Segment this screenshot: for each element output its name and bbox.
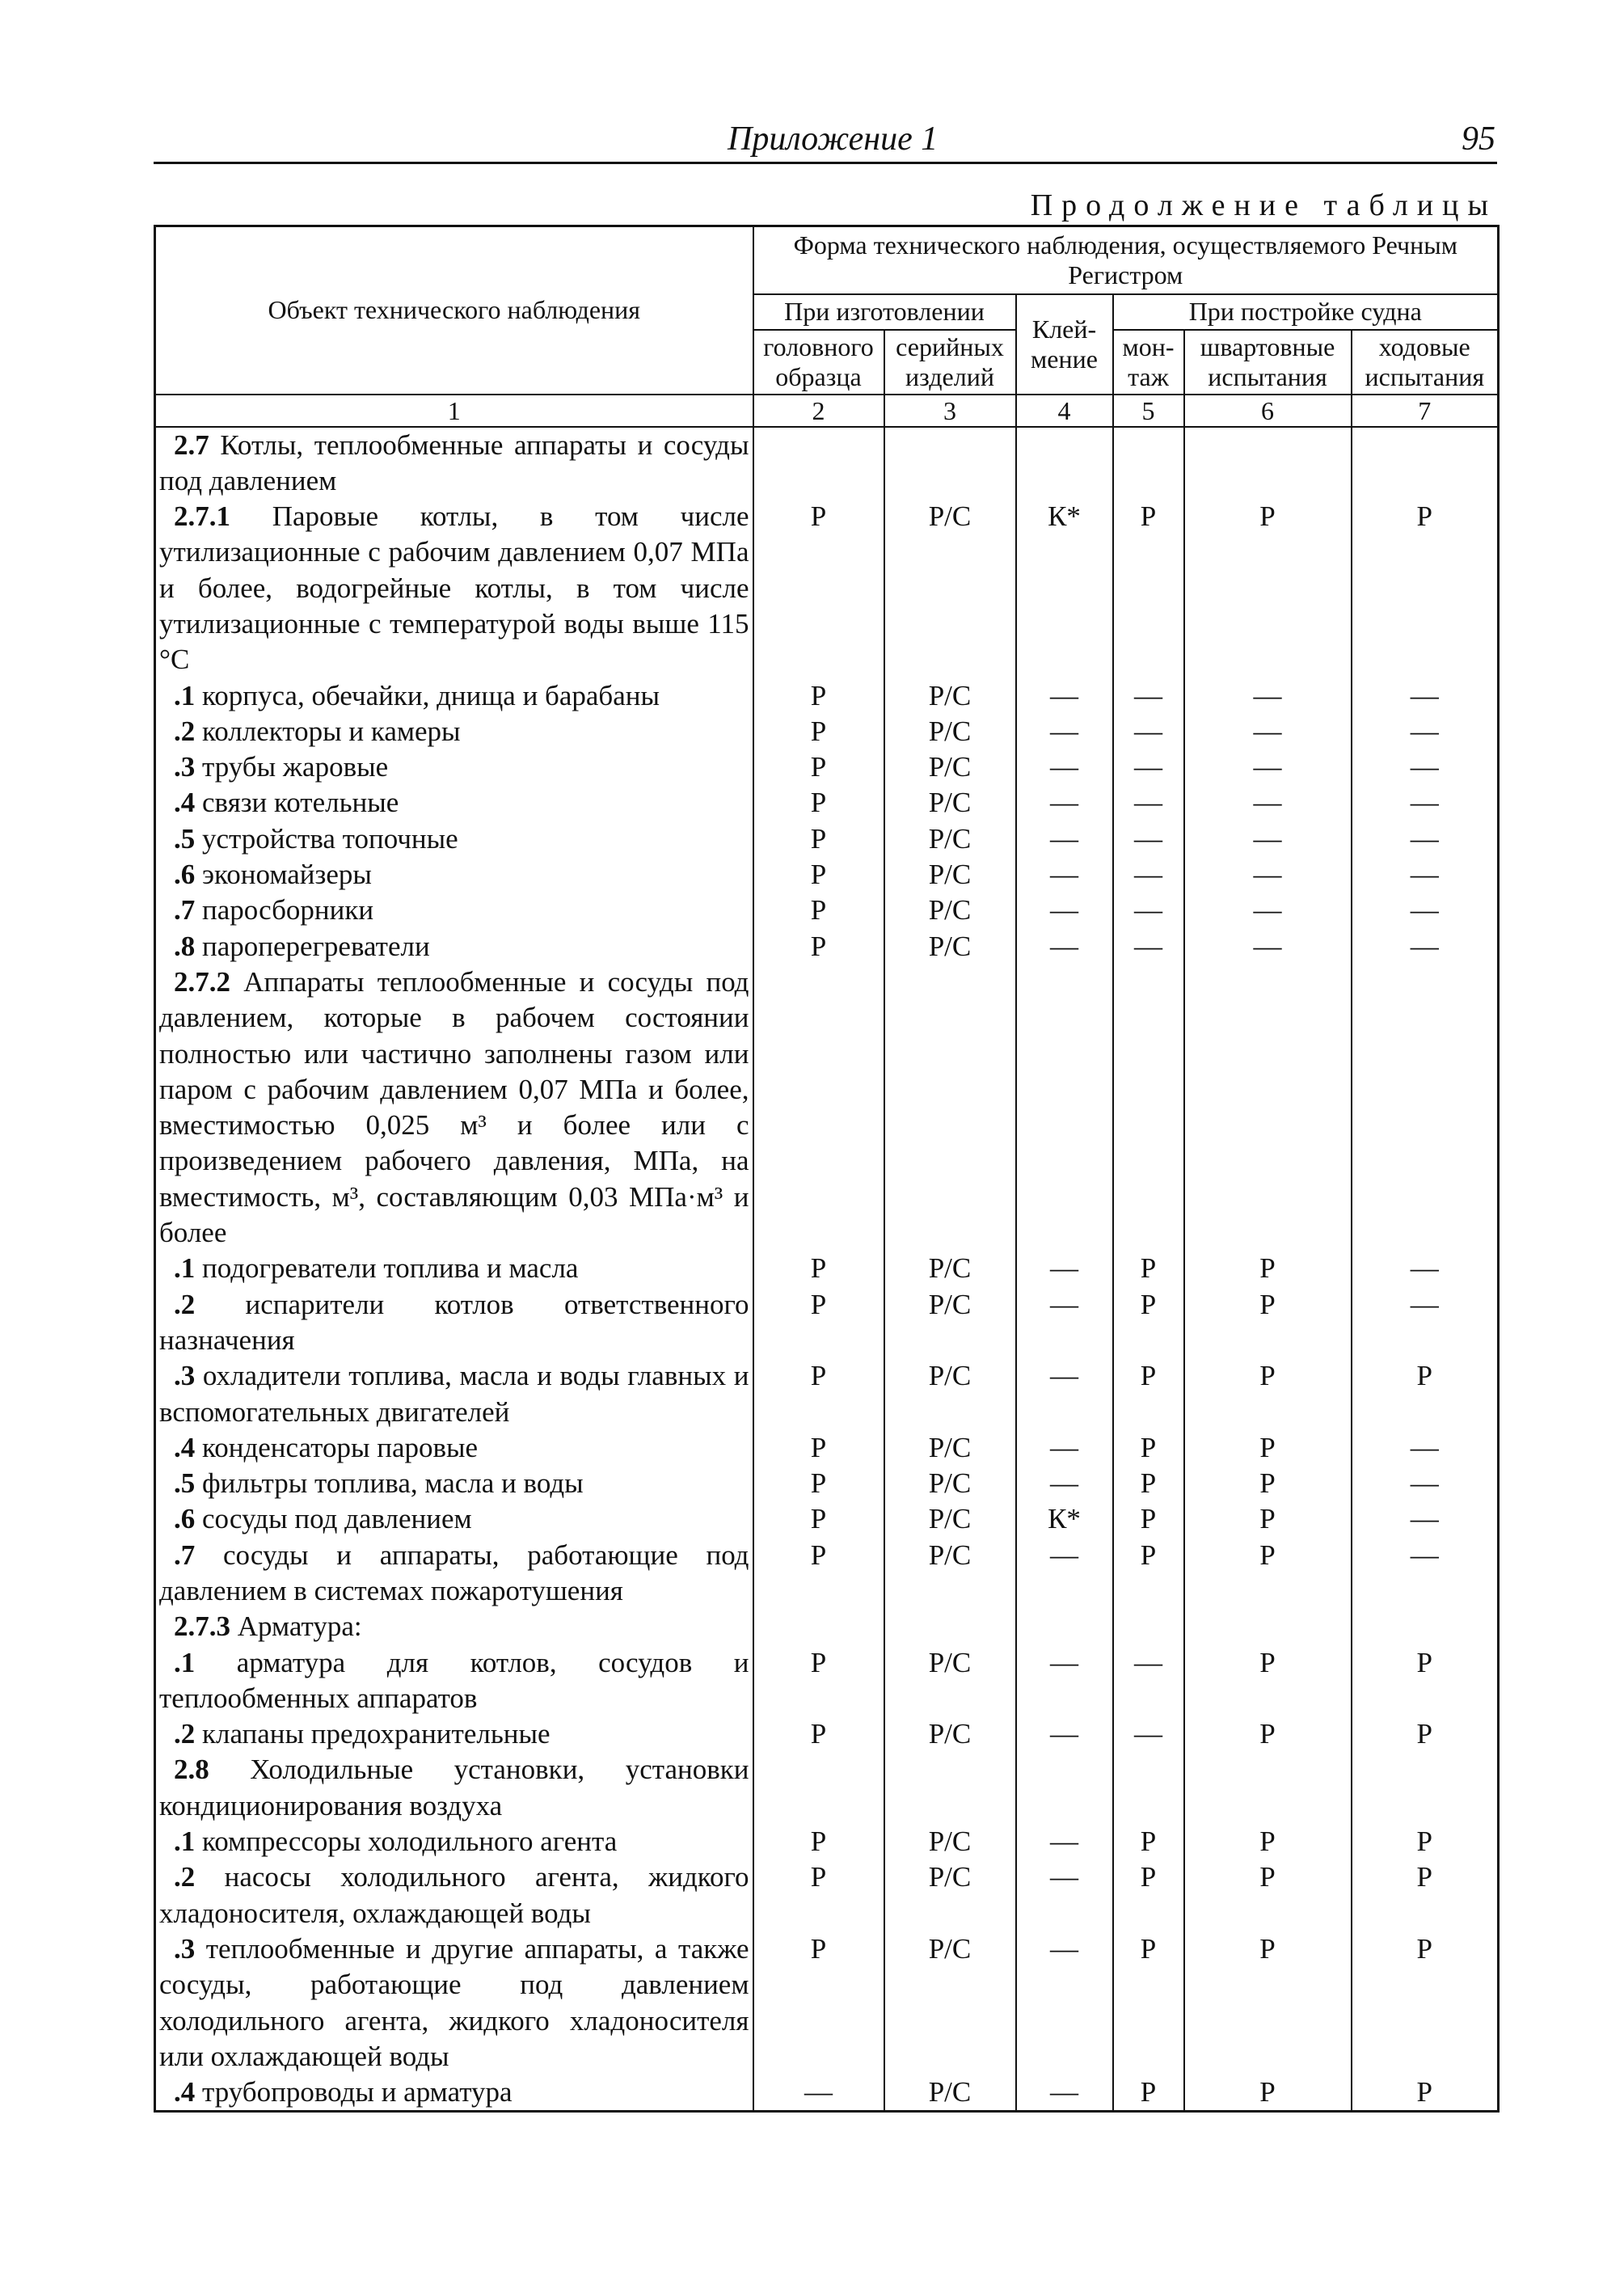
table-row (155, 1358, 1499, 1430)
header-mounting: мон- таж (1113, 330, 1184, 395)
column-number: 7 (1352, 395, 1499, 427)
form-value-cell (884, 427, 1016, 500)
object-cell (155, 1645, 753, 1717)
form-value-cell: Р (753, 785, 884, 821)
item-number: .8 (174, 930, 196, 962)
form-value-cell (1016, 1752, 1113, 1824)
form-value-cell: — (1113, 678, 1184, 714)
form-value-cell: Р (753, 929, 884, 964)
item-text: связи котельные (195, 787, 399, 819)
form-value-cell: Р (1184, 1430, 1352, 1466)
item-text: насосы холодильного агента, жидкого хладоносителя, охлаждающей воды (159, 1861, 749, 1929)
item-number: .1 (174, 679, 196, 711)
item-text: арматура для котлов, сосудов и теплообменных аппаратов (159, 1646, 749, 1714)
form-value-cell: — (1016, 749, 1113, 785)
table-row (155, 1716, 1499, 1752)
form-value-cell: — (1016, 1358, 1113, 1430)
form-value-cell: — (1016, 893, 1113, 928)
form-value-cell: Р (753, 1466, 884, 1501)
form-value-cell: — (1016, 1645, 1113, 1717)
form-value-cell (1352, 1752, 1499, 1824)
table-row (155, 2075, 1499, 2112)
form-value-cell: — (1016, 1931, 1113, 2075)
object-cell (155, 1859, 753, 1931)
object-cell (155, 929, 753, 964)
item-text: Аппараты теплообменные и сосуды под давлением, которые в рабочем состоянии полностью или частично заполнены газом или паром с рабочим давлением 0,07 МПа и более, вместимостью 0,025 м³ и более или с произведением рабочего давления, МПа, на вместимость, м³, составляющим 0,03 МПа·м³ и более (159, 965, 749, 1249)
item-number: .5 (174, 822, 196, 855)
item-text: сосуды и аппараты, работающие под давлением в системах пожаротушения (159, 1539, 749, 1606)
item-number: 2.7.1 (174, 500, 230, 533)
form-value-cell (753, 1752, 884, 1824)
form-value-cell: — (1113, 857, 1184, 893)
form-value-cell: Р (1184, 1287, 1352, 1359)
header-object: Объект технического наблюдения (155, 226, 753, 395)
table-row (155, 714, 1499, 749)
form-value-cell: Р/С (884, 857, 1016, 893)
column-number: 4 (1016, 395, 1113, 427)
form-value-cell: — (1352, 1501, 1499, 1537)
table-row (155, 857, 1499, 893)
form-value-cell: Р (1352, 2075, 1499, 2112)
item-text: коллекторы и камеры (195, 715, 461, 747)
form-value-cell: — (1016, 1287, 1113, 1359)
form-value-cell: — (1352, 749, 1499, 785)
item-text: Арматура: (230, 1610, 362, 1643)
header-serial: серийных изделий (884, 330, 1016, 395)
form-value-cell: Р (1184, 1716, 1352, 1752)
table-row (155, 1931, 1499, 2075)
header-mooring-tests: швартовные испытания (1184, 330, 1352, 395)
form-value-cell: — (1184, 821, 1352, 857)
form-value-cell: Р (753, 749, 884, 785)
form-value-cell: — (1016, 1824, 1113, 1859)
item-text: клапаны предохранительные (195, 1718, 550, 1750)
object-cell (155, 1931, 753, 2075)
form-value-cell: Р (1352, 1859, 1499, 1931)
form-value-cell: Р/С (884, 1824, 1016, 1859)
column-number: 2 (753, 395, 884, 427)
form-value-cell (753, 964, 884, 1251)
observation-table (154, 225, 1500, 2113)
column-number: 6 (1184, 395, 1352, 427)
form-value-cell: К* (1016, 1501, 1113, 1537)
form-value-cell: — (1184, 857, 1352, 893)
form-value-cell: — (1184, 749, 1352, 785)
object-cell (155, 427, 753, 500)
table-row (155, 1287, 1499, 1359)
object-cell (155, 1251, 753, 1286)
item-text: устройства топочные (195, 822, 458, 855)
item-text: теплообменные и другие аппараты, а также сосуды, работающие под давлением холодильного агента, жидкого хладоносителя или охлаждающей воды (159, 1932, 749, 2072)
object-cell (155, 1716, 753, 1752)
item-text: трубы жаровые (195, 751, 389, 783)
form-value-cell: Р (1184, 1859, 1352, 1931)
header-form-group: Форма технического наблюдения, осуществляемого Речным Регистром (753, 226, 1499, 294)
form-value-cell: — (1016, 2075, 1113, 2112)
object-cell (155, 1287, 753, 1359)
object-cell (155, 1358, 753, 1430)
header-stamping: Клей- мение (1016, 294, 1113, 395)
form-value-cell: Р (1352, 1716, 1499, 1752)
form-value-cell: Р (753, 1716, 884, 1752)
form-value-cell: Р (753, 1859, 884, 1931)
object-cell (155, 1824, 753, 1859)
table-row (155, 1501, 1499, 1537)
item-number: .6 (174, 1503, 196, 1535)
form-value-cell: — (1016, 857, 1113, 893)
form-value-cell: — (1016, 821, 1113, 857)
form-value-cell: — (1113, 714, 1184, 749)
object-cell (155, 821, 753, 857)
form-value-cell: — (1016, 1538, 1113, 1610)
form-value-cell: Р/С (884, 785, 1016, 821)
object-cell (155, 499, 753, 677)
form-value-cell: — (1352, 1251, 1499, 1286)
table-row (155, 1824, 1499, 1859)
form-value-cell: Р (1184, 499, 1352, 677)
item-number: 2.8 (174, 1754, 209, 1786)
form-value-cell: Р (753, 1251, 884, 1286)
form-value-cell: — (1016, 1859, 1113, 1931)
form-value-cell: Р (1113, 1430, 1184, 1466)
table-row (155, 499, 1499, 677)
form-value-cell: — (1352, 1466, 1499, 1501)
item-text: экономайзеры (195, 859, 372, 891)
header-sea-trials: ходовые испытания (1352, 330, 1499, 395)
item-number: .5 (174, 1467, 196, 1500)
form-value-cell: Р (1113, 499, 1184, 677)
form-value-cell: — (1352, 1430, 1499, 1466)
form-value-cell: Р (753, 821, 884, 857)
form-value-cell: Р/С (884, 1287, 1016, 1359)
form-value-cell: Р/С (884, 1466, 1016, 1501)
table-row (155, 1645, 1499, 1717)
form-value-cell: Р/С (884, 929, 1016, 964)
item-text: фильтры топлива, масла и воды (195, 1467, 584, 1500)
form-value-cell: Р/С (884, 714, 1016, 749)
item-number: .1 (174, 1252, 196, 1285)
form-value-cell: Р (1184, 1645, 1352, 1717)
item-number: .2 (174, 715, 196, 747)
form-value-cell: Р (753, 857, 884, 893)
item-number: .4 (174, 1431, 196, 1463)
form-value-cell: Р (1352, 1824, 1499, 1859)
header-construction-group: При постройке судна (1113, 294, 1499, 330)
form-value-cell: Р (1113, 1251, 1184, 1286)
item-text: охладители топлива, масла и воды главных и вспомогательных двигателей (159, 1360, 749, 1428)
form-value-cell (753, 1609, 884, 1644)
form-value-cell: Р/С (884, 1430, 1016, 1466)
form-value-cell (884, 1752, 1016, 1824)
object-cell (155, 1752, 753, 1824)
form-value-cell: Р/С (884, 1251, 1016, 1286)
object-cell (155, 678, 753, 714)
table-row (155, 821, 1499, 857)
form-value-cell: Р/С (884, 678, 1016, 714)
item-text: сосуды под давлением (195, 1503, 472, 1535)
form-value-cell: Р (1113, 1824, 1184, 1859)
header-prototype: головного образца (753, 330, 884, 395)
form-value-cell: — (1113, 821, 1184, 857)
item-text: компрессоры холодильного агента (195, 1826, 618, 1858)
form-value-cell: Р (1113, 2075, 1184, 2112)
item-text: испарители котлов ответственного назначения (159, 1288, 749, 1356)
form-value-cell: Р/С (884, 1538, 1016, 1610)
form-value-cell: Р/С (884, 1645, 1016, 1717)
column-numbers-row (155, 395, 1499, 427)
object-cell (155, 1609, 753, 1644)
form-value-cell: Р (1113, 1466, 1184, 1501)
item-number: .7 (174, 894, 196, 927)
form-value-cell: — (1113, 749, 1184, 785)
form-value-cell: Р (753, 1358, 884, 1430)
object-cell (155, 1430, 753, 1466)
object-cell (155, 1538, 753, 1610)
table-row (155, 1538, 1499, 1610)
running-title: Приложение 1 (728, 120, 939, 158)
form-value-cell: Р (753, 678, 884, 714)
item-text: Паровые котлы, в том числе утилизационные с рабочим давлением 0,07 МПа и более, водогрейные котлы, в том числе утилизационные с температурой воды выше 115 °С (159, 500, 749, 676)
item-number: .3 (174, 751, 196, 783)
item-number: .3 (174, 1360, 196, 1392)
table-continuation-label: Продолжение таблицы (1030, 188, 1497, 222)
form-value-cell: Р (753, 1824, 884, 1859)
form-value-cell: Р (1352, 1645, 1499, 1717)
form-value-cell: Р/С (884, 499, 1016, 677)
form-value-cell: — (1016, 929, 1113, 964)
table-row (155, 1859, 1499, 1931)
table-row (155, 893, 1499, 928)
table-row (155, 785, 1499, 821)
form-value-cell: Р/С (884, 1501, 1016, 1537)
item-number: .2 (174, 1718, 196, 1750)
item-text: Котлы, теплообменные аппараты и сосуды под давлением (159, 428, 749, 496)
form-value-cell: К* (1016, 499, 1113, 677)
form-value-cell: Р (1113, 1501, 1184, 1537)
form-value-cell: Р (1352, 1931, 1499, 2075)
object-cell (155, 2075, 753, 2112)
form-value-cell (1352, 427, 1499, 500)
table-row (155, 1251, 1499, 1286)
form-value-cell: Р (1352, 499, 1499, 677)
form-value-cell: — (753, 2075, 884, 2112)
item-number: 2.7.2 (174, 965, 230, 998)
object-cell (155, 857, 753, 893)
form-value-cell: — (1016, 1430, 1113, 1466)
form-value-cell: Р (1184, 1358, 1352, 1430)
form-value-cell: Р (1184, 1251, 1352, 1286)
form-value-cell: Р (753, 893, 884, 928)
form-value-cell: Р/С (884, 1931, 1016, 2075)
item-text: паросборники (195, 894, 374, 927)
item-text: корпуса, обечайки, днища и барабаны (195, 679, 660, 711)
form-value-cell: — (1113, 893, 1184, 928)
form-value-cell: — (1352, 1287, 1499, 1359)
form-value-cell: — (1352, 785, 1499, 821)
form-value-cell (1352, 964, 1499, 1251)
form-value-cell: Р/С (884, 1859, 1016, 1931)
item-number: .3 (174, 1932, 196, 1965)
form-value-cell (884, 964, 1016, 1251)
table-row (155, 678, 1499, 714)
form-value-cell: — (1113, 929, 1184, 964)
form-value-cell: Р (1113, 1859, 1184, 1931)
header-manufacture-group: При изготовлении (753, 294, 1016, 330)
table-row (155, 1752, 1499, 1824)
form-value-cell: Р (1184, 2075, 1352, 2112)
item-number: 2.7 (174, 428, 209, 461)
item-number: .1 (174, 1646, 196, 1678)
form-value-cell (753, 427, 884, 500)
item-text: подогреватели топлива и масла (195, 1252, 579, 1285)
form-value-cell: Р/С (884, 2075, 1016, 2112)
form-value-cell: Р (753, 1501, 884, 1537)
form-value-cell: — (1352, 821, 1499, 857)
form-value-cell: — (1016, 1251, 1113, 1286)
form-value-cell: — (1184, 929, 1352, 964)
running-head (154, 120, 1497, 164)
item-number: .2 (174, 1861, 196, 1893)
form-value-cell (1016, 1609, 1113, 1644)
form-value-cell: Р (1113, 1358, 1184, 1430)
form-value-cell: — (1016, 785, 1113, 821)
object-cell (155, 714, 753, 749)
table-row (155, 1430, 1499, 1466)
item-number: .7 (174, 1539, 196, 1571)
form-value-cell: Р (1113, 1931, 1184, 2075)
item-text: конденсаторы паровые (195, 1431, 479, 1463)
item-number: .4 (174, 2076, 196, 2108)
form-value-cell: — (1352, 678, 1499, 714)
item-number: 2.7.3 (174, 1610, 230, 1643)
column-number: 5 (1113, 395, 1184, 427)
object-cell (155, 964, 753, 1251)
object-cell (155, 1466, 753, 1501)
item-number: .2 (174, 1288, 196, 1320)
object-cell (155, 749, 753, 785)
form-value-cell: Р (753, 1645, 884, 1717)
form-value-cell (884, 1609, 1016, 1644)
form-value-cell: — (1184, 893, 1352, 928)
form-value-cell: Р (1113, 1287, 1184, 1359)
item-text: трубопроводы и арматура (195, 2076, 513, 2108)
form-value-cell: — (1113, 1716, 1184, 1752)
form-value-cell: Р (1184, 1501, 1352, 1537)
form-value-cell: Р/С (884, 1716, 1016, 1752)
form-value-cell: Р/С (884, 749, 1016, 785)
form-value-cell (1184, 427, 1352, 500)
form-value-cell: Р (753, 1287, 884, 1359)
form-value-cell (1113, 427, 1184, 500)
column-number: 1 (155, 395, 753, 427)
form-value-cell: Р (1184, 1824, 1352, 1859)
form-value-cell: Р (1352, 1358, 1499, 1430)
form-value-cell: Р/С (884, 821, 1016, 857)
item-number: .6 (174, 859, 196, 891)
form-value-cell: Р (753, 714, 884, 749)
item-text: пароперегреватели (195, 930, 430, 962)
form-value-cell: — (1352, 857, 1499, 893)
form-value-cell (1016, 427, 1113, 500)
item-text: Холодильные установки, установки кондиционирования воздуха (159, 1754, 749, 1821)
object-cell (155, 1501, 753, 1537)
table-row (155, 749, 1499, 785)
form-value-cell (1184, 964, 1352, 1251)
table-row (155, 1466, 1499, 1501)
table-row (155, 1609, 1499, 1644)
form-value-cell: — (1184, 714, 1352, 749)
form-value-cell (1184, 1609, 1352, 1644)
form-value-cell: Р (753, 1538, 884, 1610)
form-value-cell: Р/С (884, 893, 1016, 928)
object-cell (155, 893, 753, 928)
form-value-cell: — (1352, 714, 1499, 749)
form-value-cell: Р (753, 1430, 884, 1466)
object-cell (155, 785, 753, 821)
page-number: 95 (1462, 120, 1495, 158)
form-value-cell (1113, 1609, 1184, 1644)
form-value-cell: — (1352, 929, 1499, 964)
form-value-cell (1113, 964, 1184, 1251)
form-value-cell (1113, 1752, 1184, 1824)
form-value-cell: — (1352, 893, 1499, 928)
form-value-cell: — (1113, 1645, 1184, 1717)
form-value-cell: Р (1184, 1538, 1352, 1610)
form-value-cell: Р (1184, 1466, 1352, 1501)
form-value-cell (1184, 1752, 1352, 1824)
form-value-cell: Р (753, 499, 884, 677)
form-value-cell: Р (753, 1931, 884, 2075)
item-number: .4 (174, 787, 196, 819)
table-row (155, 427, 1499, 500)
form-value-cell (1016, 964, 1113, 1251)
form-value-cell: Р (1184, 1931, 1352, 2075)
form-value-cell: — (1016, 678, 1113, 714)
form-value-cell: — (1113, 785, 1184, 821)
form-value-cell: — (1184, 785, 1352, 821)
form-value-cell: Р/С (884, 1358, 1016, 1430)
form-value-cell: — (1352, 1538, 1499, 1610)
form-value-cell: — (1184, 678, 1352, 714)
column-number: 3 (884, 395, 1016, 427)
form-value-cell: — (1016, 714, 1113, 749)
form-value-cell (1352, 1609, 1499, 1644)
table-row (155, 929, 1499, 964)
form-value-cell: Р (1113, 1538, 1184, 1610)
table-row (155, 964, 1499, 1251)
item-number: .1 (174, 1826, 196, 1858)
form-value-cell: — (1016, 1716, 1113, 1752)
form-value-cell: — (1016, 1466, 1113, 1501)
